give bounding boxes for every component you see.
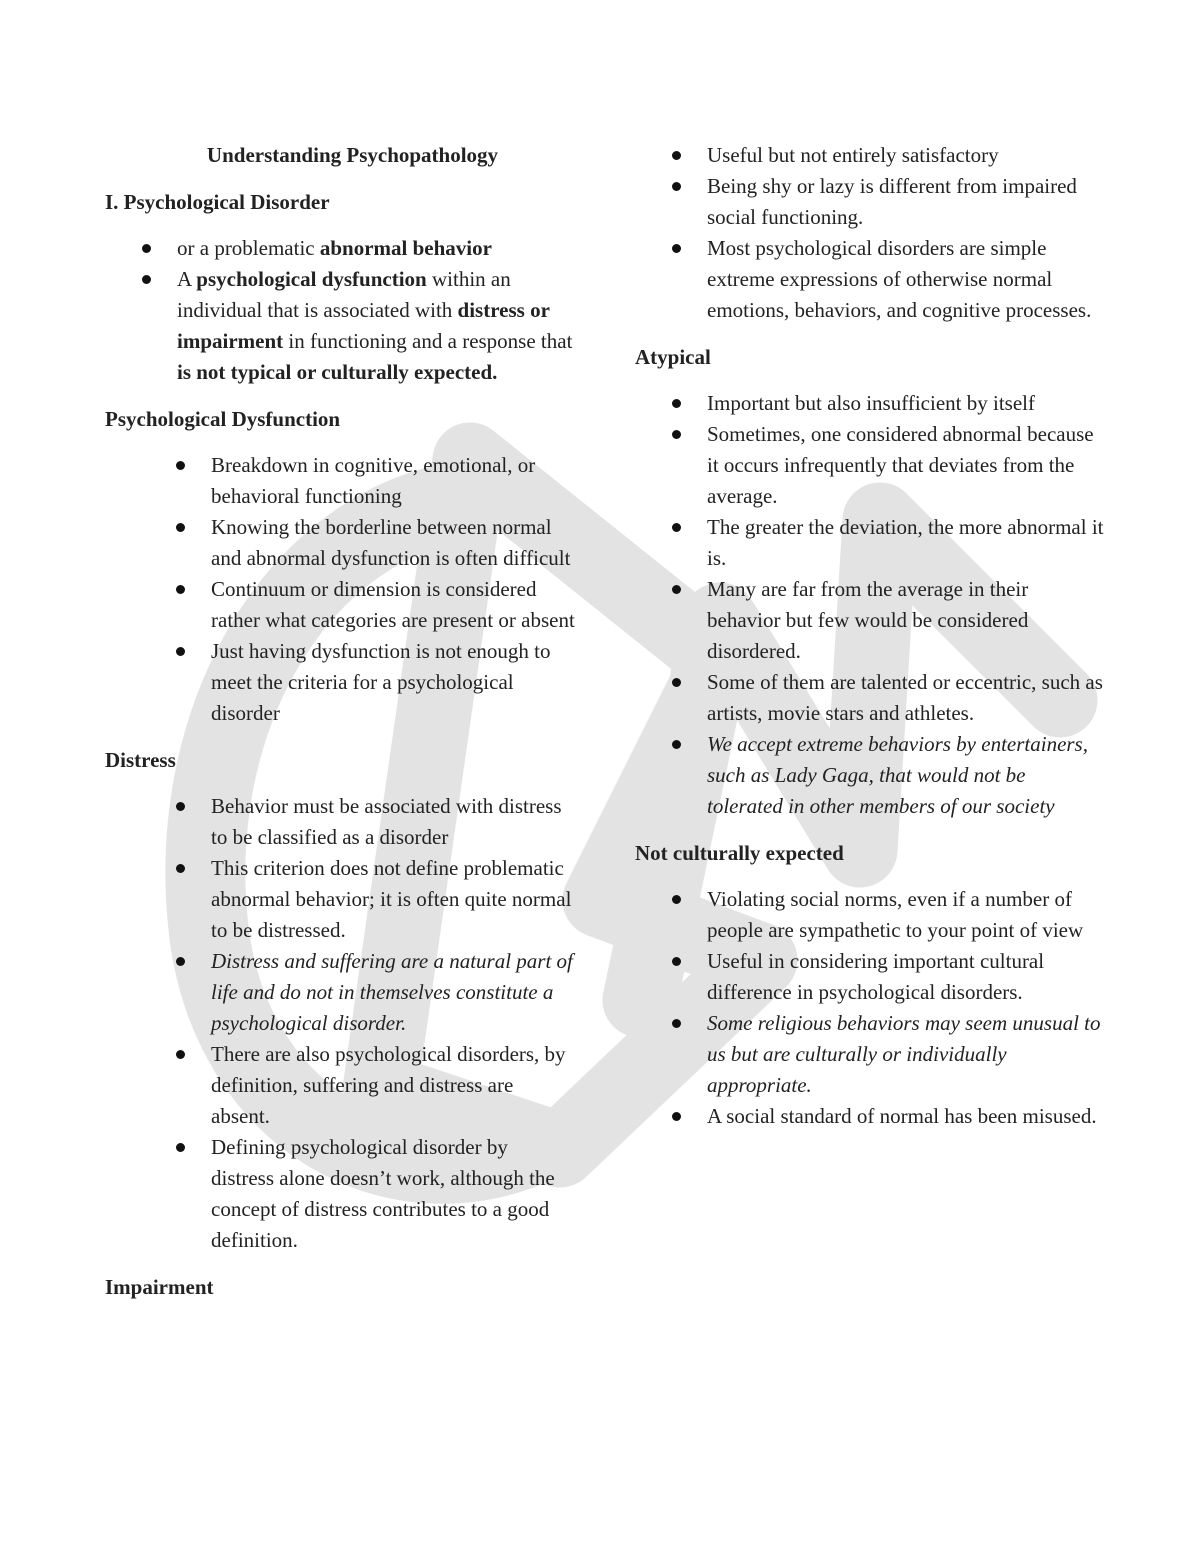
- list-item: The greater the deviation, the more abnormal it is.: [635, 512, 1105, 574]
- bullet-icon: [176, 647, 185, 656]
- bullet-icon: [672, 399, 681, 408]
- list-item: Behavior must be associated with distress to be classified as a disorder: [105, 791, 575, 853]
- bullet-icon: [672, 678, 681, 687]
- dysfunction-list: [105, 450, 575, 729]
- list-item: Useful but not entirely satisfactory: [635, 140, 1105, 171]
- distress-list: [105, 791, 575, 1256]
- bullet-icon: [672, 895, 681, 904]
- impairment-list: [635, 140, 1105, 326]
- section-heading-not-culturally-expected: Not culturally expected: [635, 841, 844, 865]
- definition-list: [105, 233, 575, 388]
- atypical-list: [635, 388, 1105, 822]
- bullet-icon: [672, 430, 681, 439]
- list-item: Some religious behaviors may seem unusual to us but are culturally or individually appropriate.: [635, 1008, 1105, 1101]
- section-heading-distress: Distress: [105, 748, 176, 772]
- bullet-icon: [672, 957, 681, 966]
- bullet-icon: [176, 957, 185, 966]
- cultural-list: [635, 884, 1105, 1132]
- bullet-icon: [672, 182, 681, 191]
- list-item: Many are far from the average in their behavior but few would be considered disordered.: [635, 574, 1105, 667]
- list-item: A social standard of normal has been misused.: [635, 1101, 1105, 1132]
- bullet-icon: [672, 1112, 681, 1121]
- bullet-icon: [142, 244, 151, 253]
- list-item: or a problematic abnormal behavior: [105, 233, 575, 264]
- section-heading-psychological-dysfunction: Psychological Dysfunction: [105, 407, 341, 431]
- list-item: Some of them are talented or eccentric, such as artists, movie stars and athletes.: [635, 667, 1105, 729]
- section-heading-atypical: Atypical: [635, 345, 711, 369]
- list-item: Most psychological disorders are simple extreme expressions of otherwise normal emotions, behaviors, and cognitive processes.: [635, 233, 1105, 326]
- list-item: This criterion does not define problematic abnormal behavior; it is often quite normal to be distressed.: [105, 853, 575, 946]
- bullet-icon: [176, 1050, 185, 1059]
- list-item: Distress and suffering are a natural part of life and do not in themselves constitute a psychological disorder.: [105, 946, 575, 1039]
- document-title: Understanding Psychopathology: [206, 143, 499, 167]
- list-item: Violating social norms, even if a number of people are sympathetic to your point of view: [635, 884, 1105, 946]
- bullet-icon: [176, 802, 185, 811]
- bullet-icon: [176, 461, 185, 470]
- bullet-icon: [672, 151, 681, 160]
- list-item: Being shy or lazy is different from impaired social functioning.: [635, 171, 1105, 233]
- list-item: Just having dysfunction is not enough to meet the criteria for a psychological disorder: [105, 636, 575, 729]
- list-item: We accept extreme behaviors by entertainers, such as Lady Gaga, that would not be tolerated in other members of our society: [635, 729, 1105, 822]
- bullet-icon: [672, 740, 681, 749]
- bullet-icon: [176, 585, 185, 594]
- list-item: Defining psychological disorder by distress alone doesn’t work, although the concept of distress contributes to a good definition.: [105, 1132, 575, 1256]
- bullet-icon: [672, 523, 681, 532]
- list-item: There are also psychological disorders, by definition, suffering and distress are absent.: [105, 1039, 575, 1132]
- section-heading-impairment: Impairment: [105, 1275, 214, 1299]
- bullet-icon: [672, 585, 681, 594]
- right-column: [635, 140, 1105, 1148]
- bullet-icon: [672, 244, 681, 253]
- bullet-icon: [176, 1143, 185, 1152]
- bullet-icon: [142, 275, 151, 284]
- left-column: [105, 140, 575, 1318]
- list-item: Important but also insufficient by itself: [635, 388, 1105, 419]
- list-item: Knowing the borderline between normal and abnormal dysfunction is often difficult: [105, 512, 575, 574]
- list-item: A psychological dysfunction within an individual that is associated with distress or impairment in functioning and a response that is not typical or culturally expected.: [105, 264, 575, 388]
- list-item: Useful in considering important cultural difference in psychological disorders.: [635, 946, 1105, 1008]
- bullet-icon: [176, 864, 185, 873]
- list-item: Continuum or dimension is considered rather what categories are present or absent: [105, 574, 575, 636]
- list-item: Sometimes, one considered abnormal because it occurs infrequently that deviates from the average.: [635, 419, 1105, 512]
- section-heading-psychological-disorder: I. Psychological Disorder: [105, 190, 330, 214]
- list-item: Breakdown in cognitive, emotional, or behavioral functioning: [105, 450, 575, 512]
- bullet-icon: [176, 523, 185, 532]
- bullet-icon: [672, 1019, 681, 1028]
